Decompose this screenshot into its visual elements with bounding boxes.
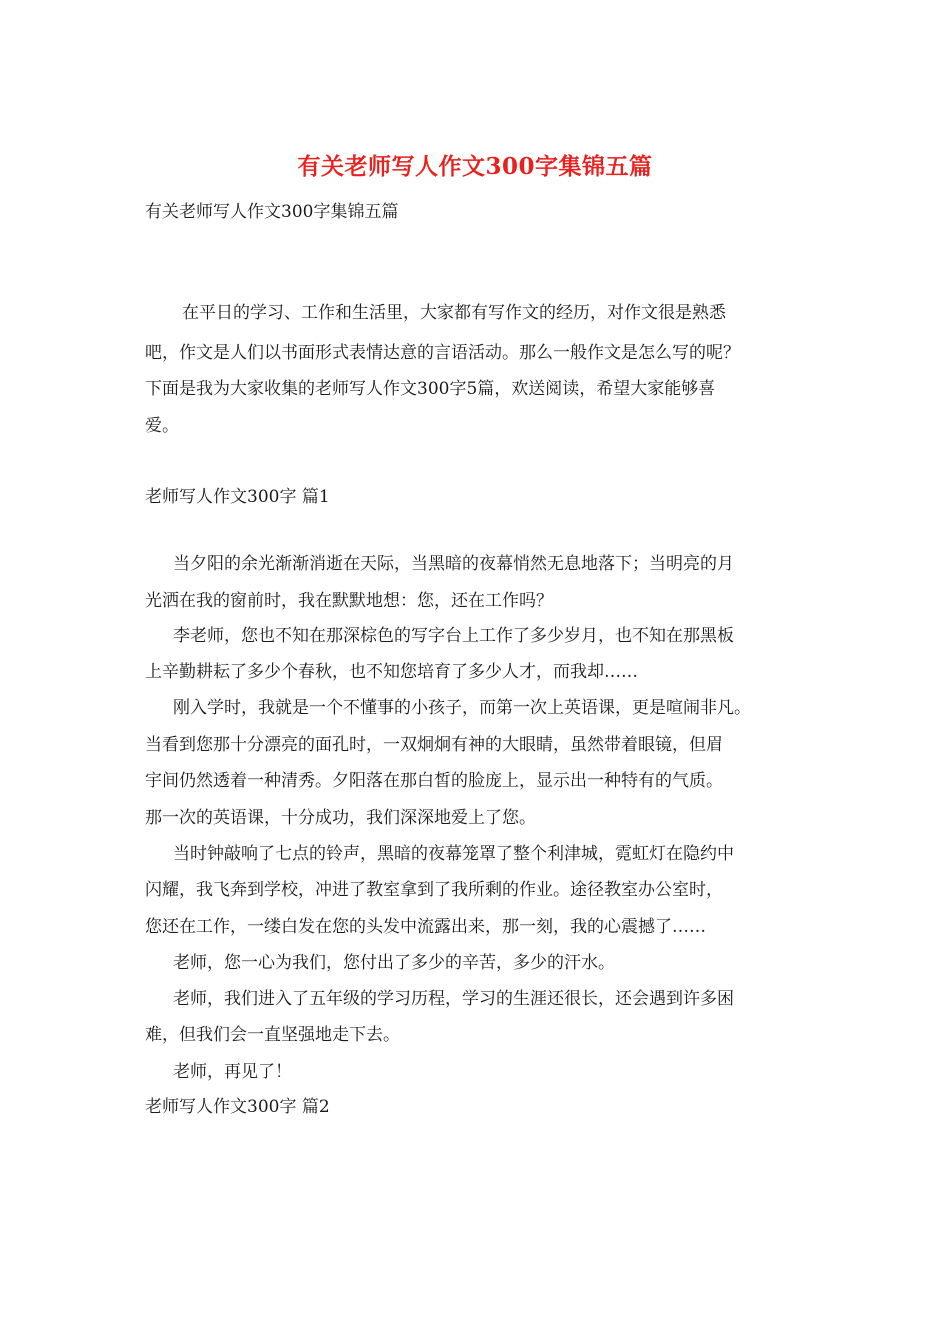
body-line: 当夕阳的余光渐渐消逝在天际，当黑暗的夜幕悄然无息地落下；当明亮的月 (173, 554, 734, 574)
body-line: 当看到您那十分漂亮的面孔时，一双炯炯有神的大眼睛，虽然带着眼镜，但眉 (145, 735, 723, 755)
body-line: 上辛勤耕耘了多少个春秋，也不知您培育了多少人才，而我却…… (145, 662, 638, 682)
body-line: 难，但我们会一直坚强地走下去。 (145, 1025, 400, 1045)
section-heading-2: 老师写人作文300字 篇2 (145, 1097, 330, 1117)
intro-line: 下面是我为大家收集的老师写人作文300字5篇，欢送阅读，希望大家能够喜 (145, 379, 716, 399)
body-line: 您还在工作，一缕白发在您的头发中流露出来，那一刻，我的心震撼了…… (145, 917, 706, 937)
intro-line: 爱。 (145, 416, 179, 436)
body-line: 老师，您一心为我们，您付出了多少的辛苦，多少的汗水。 (173, 953, 615, 973)
section-heading-1: 老师写人作文300字 篇1 (145, 487, 330, 507)
body-line: 老师，再见了！ (173, 1062, 292, 1082)
document-title: 有关老师写人作文300字集锦五篇 (297, 153, 653, 180)
body-line: 老师，我们进入了五年级的学习历程，学习的生涯还很长，还会遇到许多困 (173, 989, 734, 1009)
intro-line: 吧，作文是人们以书面形式表情达意的言语活动。那么一般作文是怎么写的呢？ (145, 343, 740, 363)
body-line: 当时钟敲响了七点的铃声，黑暗的夜幕笼罩了整个利津城，霓虹灯在隐约中 (173, 844, 734, 864)
body-line: 那一次的英语课，十分成功，我们深深地爱上了您。 (145, 808, 536, 828)
body-line: 宇间仍然透着一种清秀。夕阳落在那白皙的脸庞上，显示出一种特有的气质。 (145, 771, 723, 791)
document-subtitle: 有关老师写人作文300字集锦五篇 (145, 202, 399, 222)
body-line: 光洒在我的窗前时，我在默默地想：您，还在工作吗？ (145, 591, 553, 611)
body-line: 李老师，您也不知在那深棕色的写字台上工作了多少岁月，也不知在那黑板 (173, 626, 734, 646)
intro-line: 在平日的学习、工作和生活里，大家都有写作文的经历，对作文很是熟悉 (182, 303, 726, 323)
body-line: 刚入学时，我就是一个不懂事的小孩子，而第一次上英语课，更是喧闹非凡。 (173, 698, 751, 718)
body-line: 闪耀，我飞奔到学校，冲进了教室拿到了我所剩的作业。途径教室办公室时， (145, 880, 723, 900)
